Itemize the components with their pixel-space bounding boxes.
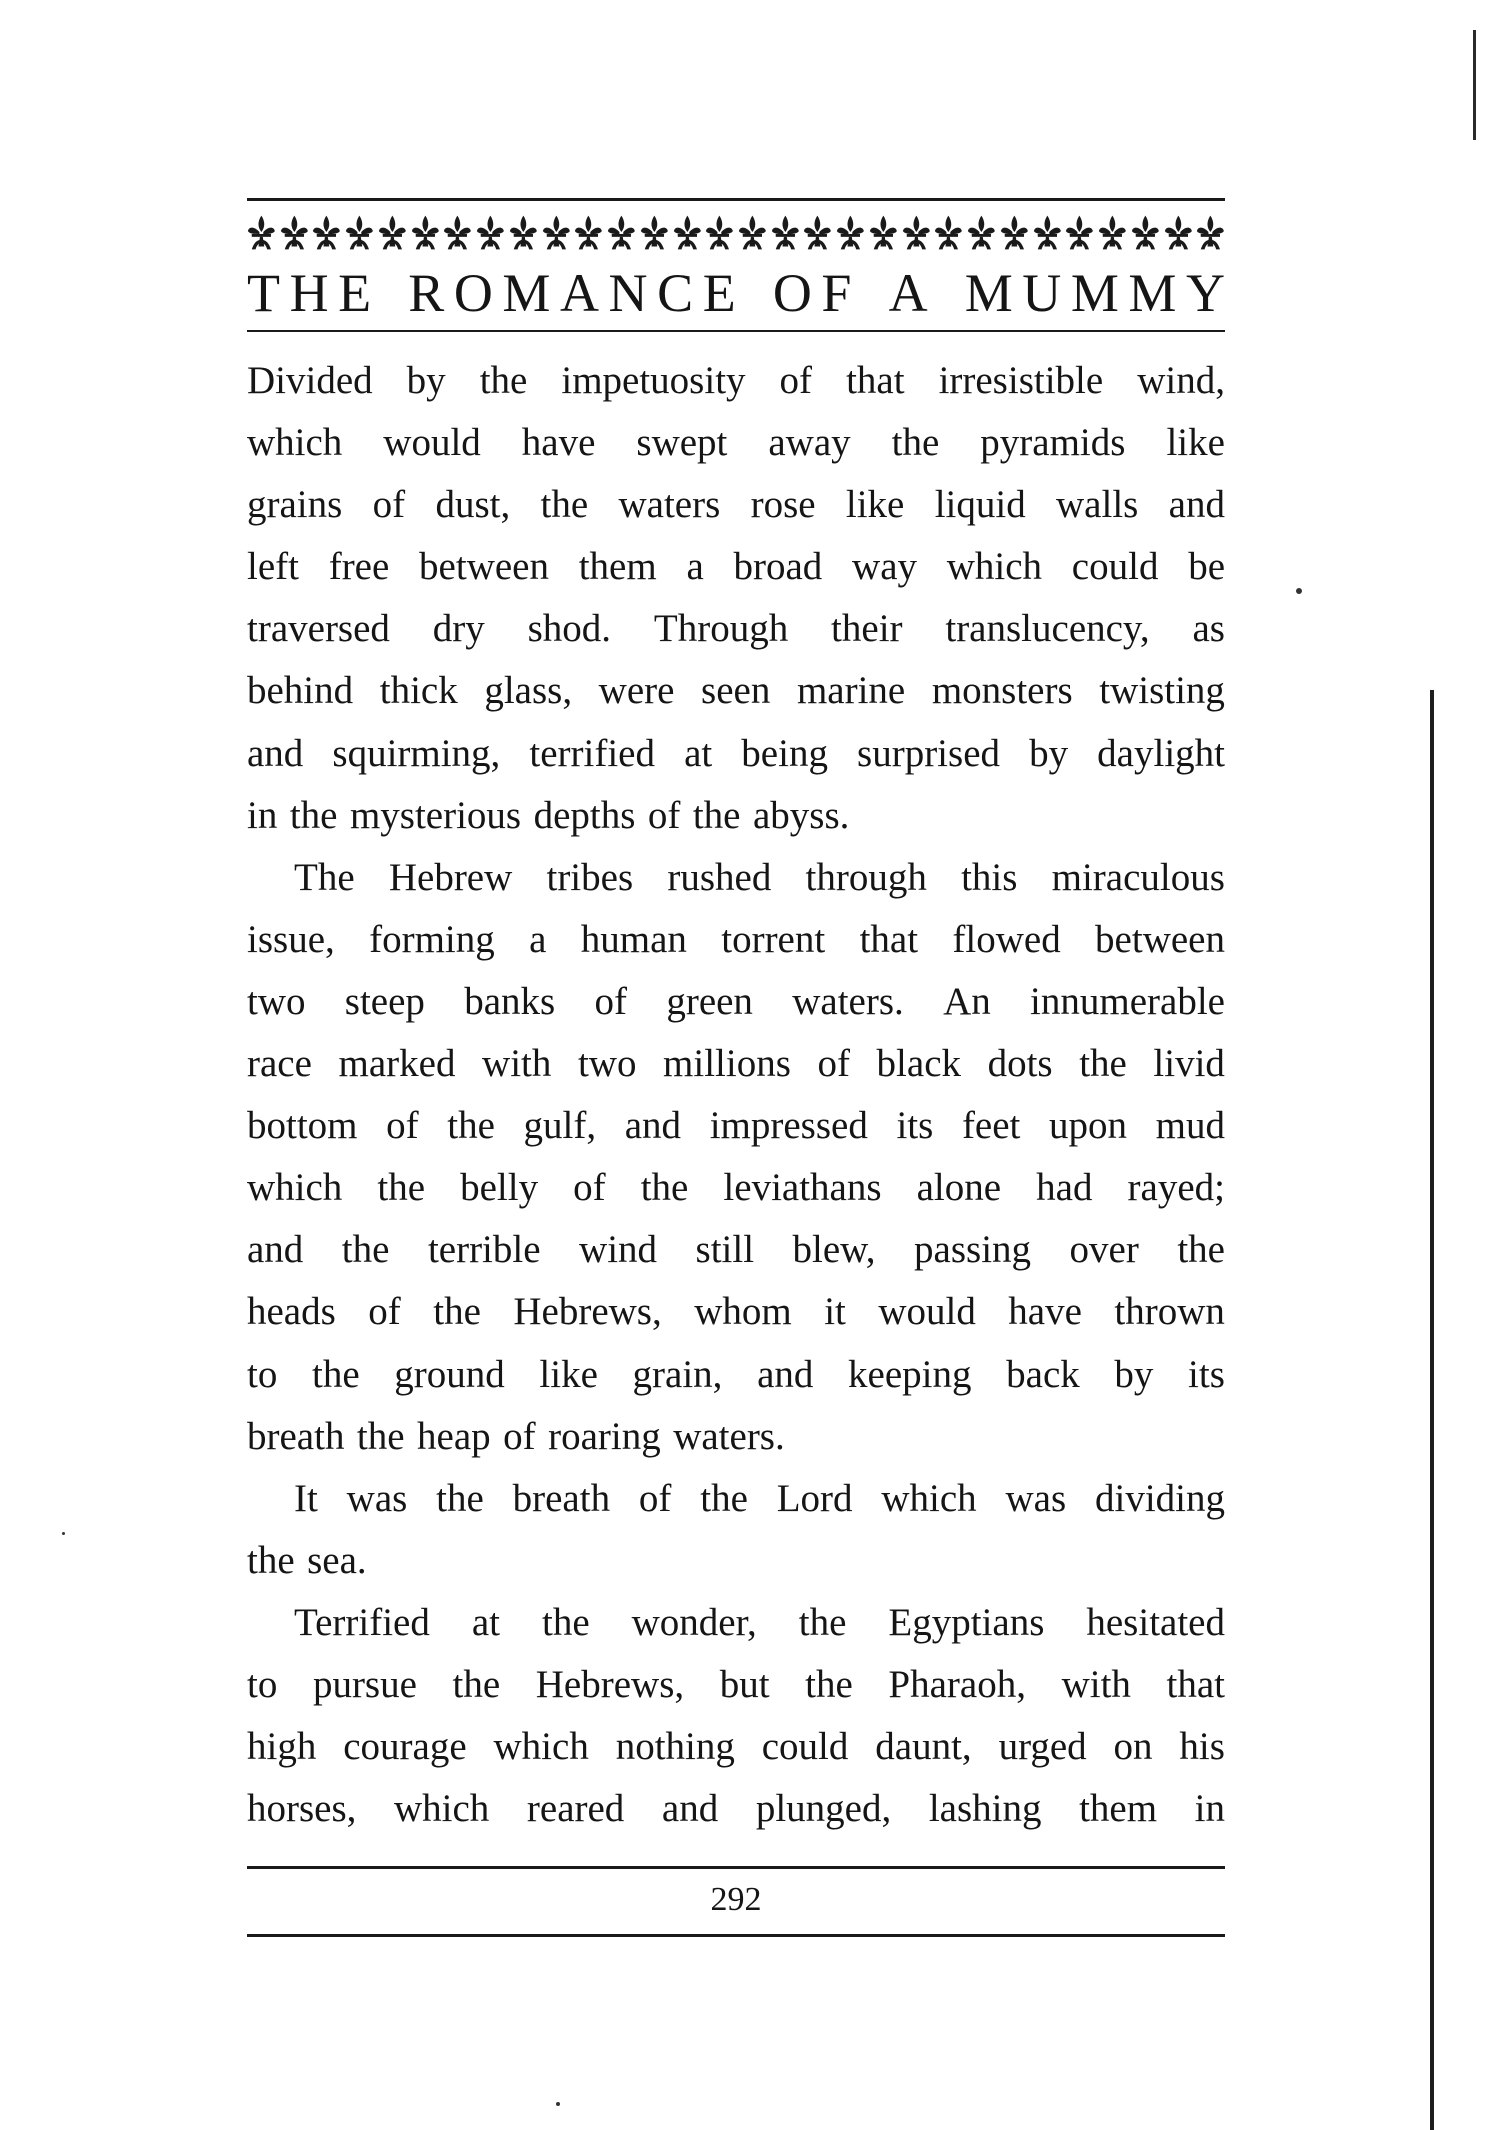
text-line: two steep banks of green waters. An innumerable bbox=[247, 979, 1225, 1023]
fleur-de-lis-icon bbox=[900, 213, 933, 253]
text-line: The Hebrew tribes rushed through this miraculous bbox=[294, 855, 1225, 899]
fleur-de-lis-icon bbox=[376, 213, 409, 253]
text-line: to pursue the Hebrews, but the Pharaoh, with that bbox=[247, 1662, 1225, 1706]
text-line: the sea. bbox=[247, 1538, 367, 1582]
text-line: grains of dust, the waters rose like liquid walls and bbox=[247, 483, 1225, 527]
text-line: It was the breath of the Lord which was dividing bbox=[294, 1476, 1225, 1520]
text-line: behind thick glass, were seen marine monsters twisting bbox=[247, 669, 1225, 713]
fleur-de-lis-icon bbox=[1031, 213, 1064, 253]
running-head-letter: M bbox=[964, 263, 1013, 323]
header-bottom-rule bbox=[247, 330, 1225, 332]
fleur-de-lis-icon bbox=[736, 213, 769, 253]
fleur-de-lis-icon bbox=[343, 213, 376, 253]
text-line: heads of the Hebrews, whom it would have thrown bbox=[247, 1290, 1225, 1334]
fleur-de-lis-icon bbox=[801, 213, 834, 253]
scan-speck bbox=[556, 2102, 560, 2106]
text-line: and squirming, terrified at being surprised by daylight bbox=[247, 731, 1225, 775]
text-line: in the mysterious depths of the abyss. bbox=[247, 793, 850, 837]
scan-page-edge bbox=[1430, 690, 1434, 2130]
text-line: left free between them a broad way which could be bbox=[247, 545, 1225, 589]
text-line: high courage which nothing could daunt, urged on his bbox=[247, 1725, 1225, 1769]
running-head-letter: Y bbox=[1185, 263, 1225, 323]
running-head-letter: M bbox=[1070, 263, 1119, 323]
fleur-de-lis-icon bbox=[409, 213, 442, 253]
fleur-de-lis-icon bbox=[1063, 213, 1096, 253]
scan-page-edge-top bbox=[1473, 30, 1476, 140]
fleur-de-lis-icon bbox=[932, 213, 965, 253]
fleur-de-lis-icon bbox=[441, 213, 474, 253]
running-head-letter: R bbox=[408, 263, 445, 323]
text-line: traversed dry shod. Through their translucency, as bbox=[247, 607, 1225, 651]
fleur-de-lis-icon bbox=[1096, 213, 1129, 253]
footer-bottom-rule bbox=[247, 1934, 1225, 1937]
text-line: issue, forming a human torrent that flowed between bbox=[247, 917, 1225, 961]
fleur-de-lis-icon bbox=[1129, 213, 1162, 253]
header-top-rule bbox=[247, 198, 1225, 201]
running-head-letter: O bbox=[453, 263, 493, 323]
fleur-de-lis-icon bbox=[998, 213, 1031, 253]
page-number: 292 bbox=[710, 1881, 762, 1918]
scan-speck bbox=[1296, 588, 1302, 594]
fleur-de-lis-icon bbox=[245, 213, 278, 253]
text-line: bottom of the gulf, and impressed its feet upon mud bbox=[247, 1104, 1225, 1148]
fleur-de-lis-icon bbox=[703, 213, 736, 253]
text-line: which would have swept away the pyramids like bbox=[247, 421, 1225, 465]
fleur-de-lis-icon bbox=[474, 213, 507, 253]
fleur-de-lis-icon bbox=[1194, 213, 1227, 253]
scan-speck bbox=[62, 1532, 65, 1535]
fleur-de-lis-icon bbox=[671, 213, 704, 253]
running-head-letter: E bbox=[702, 263, 736, 323]
fleur-de-lis-icon bbox=[834, 213, 867, 253]
text-line: breath the heap of roaring waters. bbox=[247, 1414, 785, 1458]
text-line: Terrified at the wonder, the Egyptians hesitated bbox=[294, 1600, 1225, 1644]
text-line: race marked with two millions of black dots the livid bbox=[247, 1042, 1225, 1086]
fleur-de-lis-icon bbox=[310, 213, 343, 253]
text-line: horses, which reared and plunged, lashing them in bbox=[247, 1787, 1225, 1831]
text-line: which the belly of the leviathans alone had rayed; bbox=[247, 1166, 1225, 1210]
fleur-de-lis-icon bbox=[965, 213, 998, 253]
running-head-letter: H bbox=[289, 263, 329, 323]
running-head-letter: O bbox=[772, 263, 812, 323]
running-head-letter: A bbox=[888, 263, 928, 323]
fleur-de-lis-icon bbox=[572, 213, 605, 253]
running-head-letter: T bbox=[247, 263, 280, 323]
fleur-de-lis-icon bbox=[1162, 213, 1195, 253]
fleur-de-lis-icon bbox=[867, 213, 900, 253]
running-head-letter: E bbox=[338, 263, 372, 323]
running-head-letter: U bbox=[1022, 263, 1062, 323]
fleur-de-lis-icon bbox=[540, 213, 573, 253]
text-line: and the terrible wind still blew, passing over the bbox=[247, 1228, 1225, 1272]
running-head-letter: M bbox=[1128, 263, 1177, 323]
fleur-de-lis-icon bbox=[278, 213, 311, 253]
fleuron-ornament-band bbox=[245, 210, 1227, 256]
fleur-de-lis-icon bbox=[605, 213, 638, 253]
running-head bbox=[247, 262, 1225, 324]
running-head-letter: C bbox=[657, 263, 694, 323]
running-head-letter: A bbox=[559, 263, 599, 323]
text-line: to the ground like grain, and keeping back by its bbox=[247, 1352, 1225, 1396]
fleur-de-lis-icon bbox=[638, 213, 671, 253]
running-head-letter: N bbox=[608, 263, 648, 323]
running-head-letter: M bbox=[502, 263, 551, 323]
text-line: Divided by the impetuosity of that irresistible wind, bbox=[247, 359, 1225, 402]
running-head-letter: F bbox=[821, 263, 852, 323]
fleur-de-lis-icon bbox=[507, 213, 540, 253]
footer-top-rule bbox=[247, 1866, 1225, 1869]
fleur-de-lis-icon bbox=[769, 213, 802, 253]
body-text bbox=[247, 350, 1225, 1840]
